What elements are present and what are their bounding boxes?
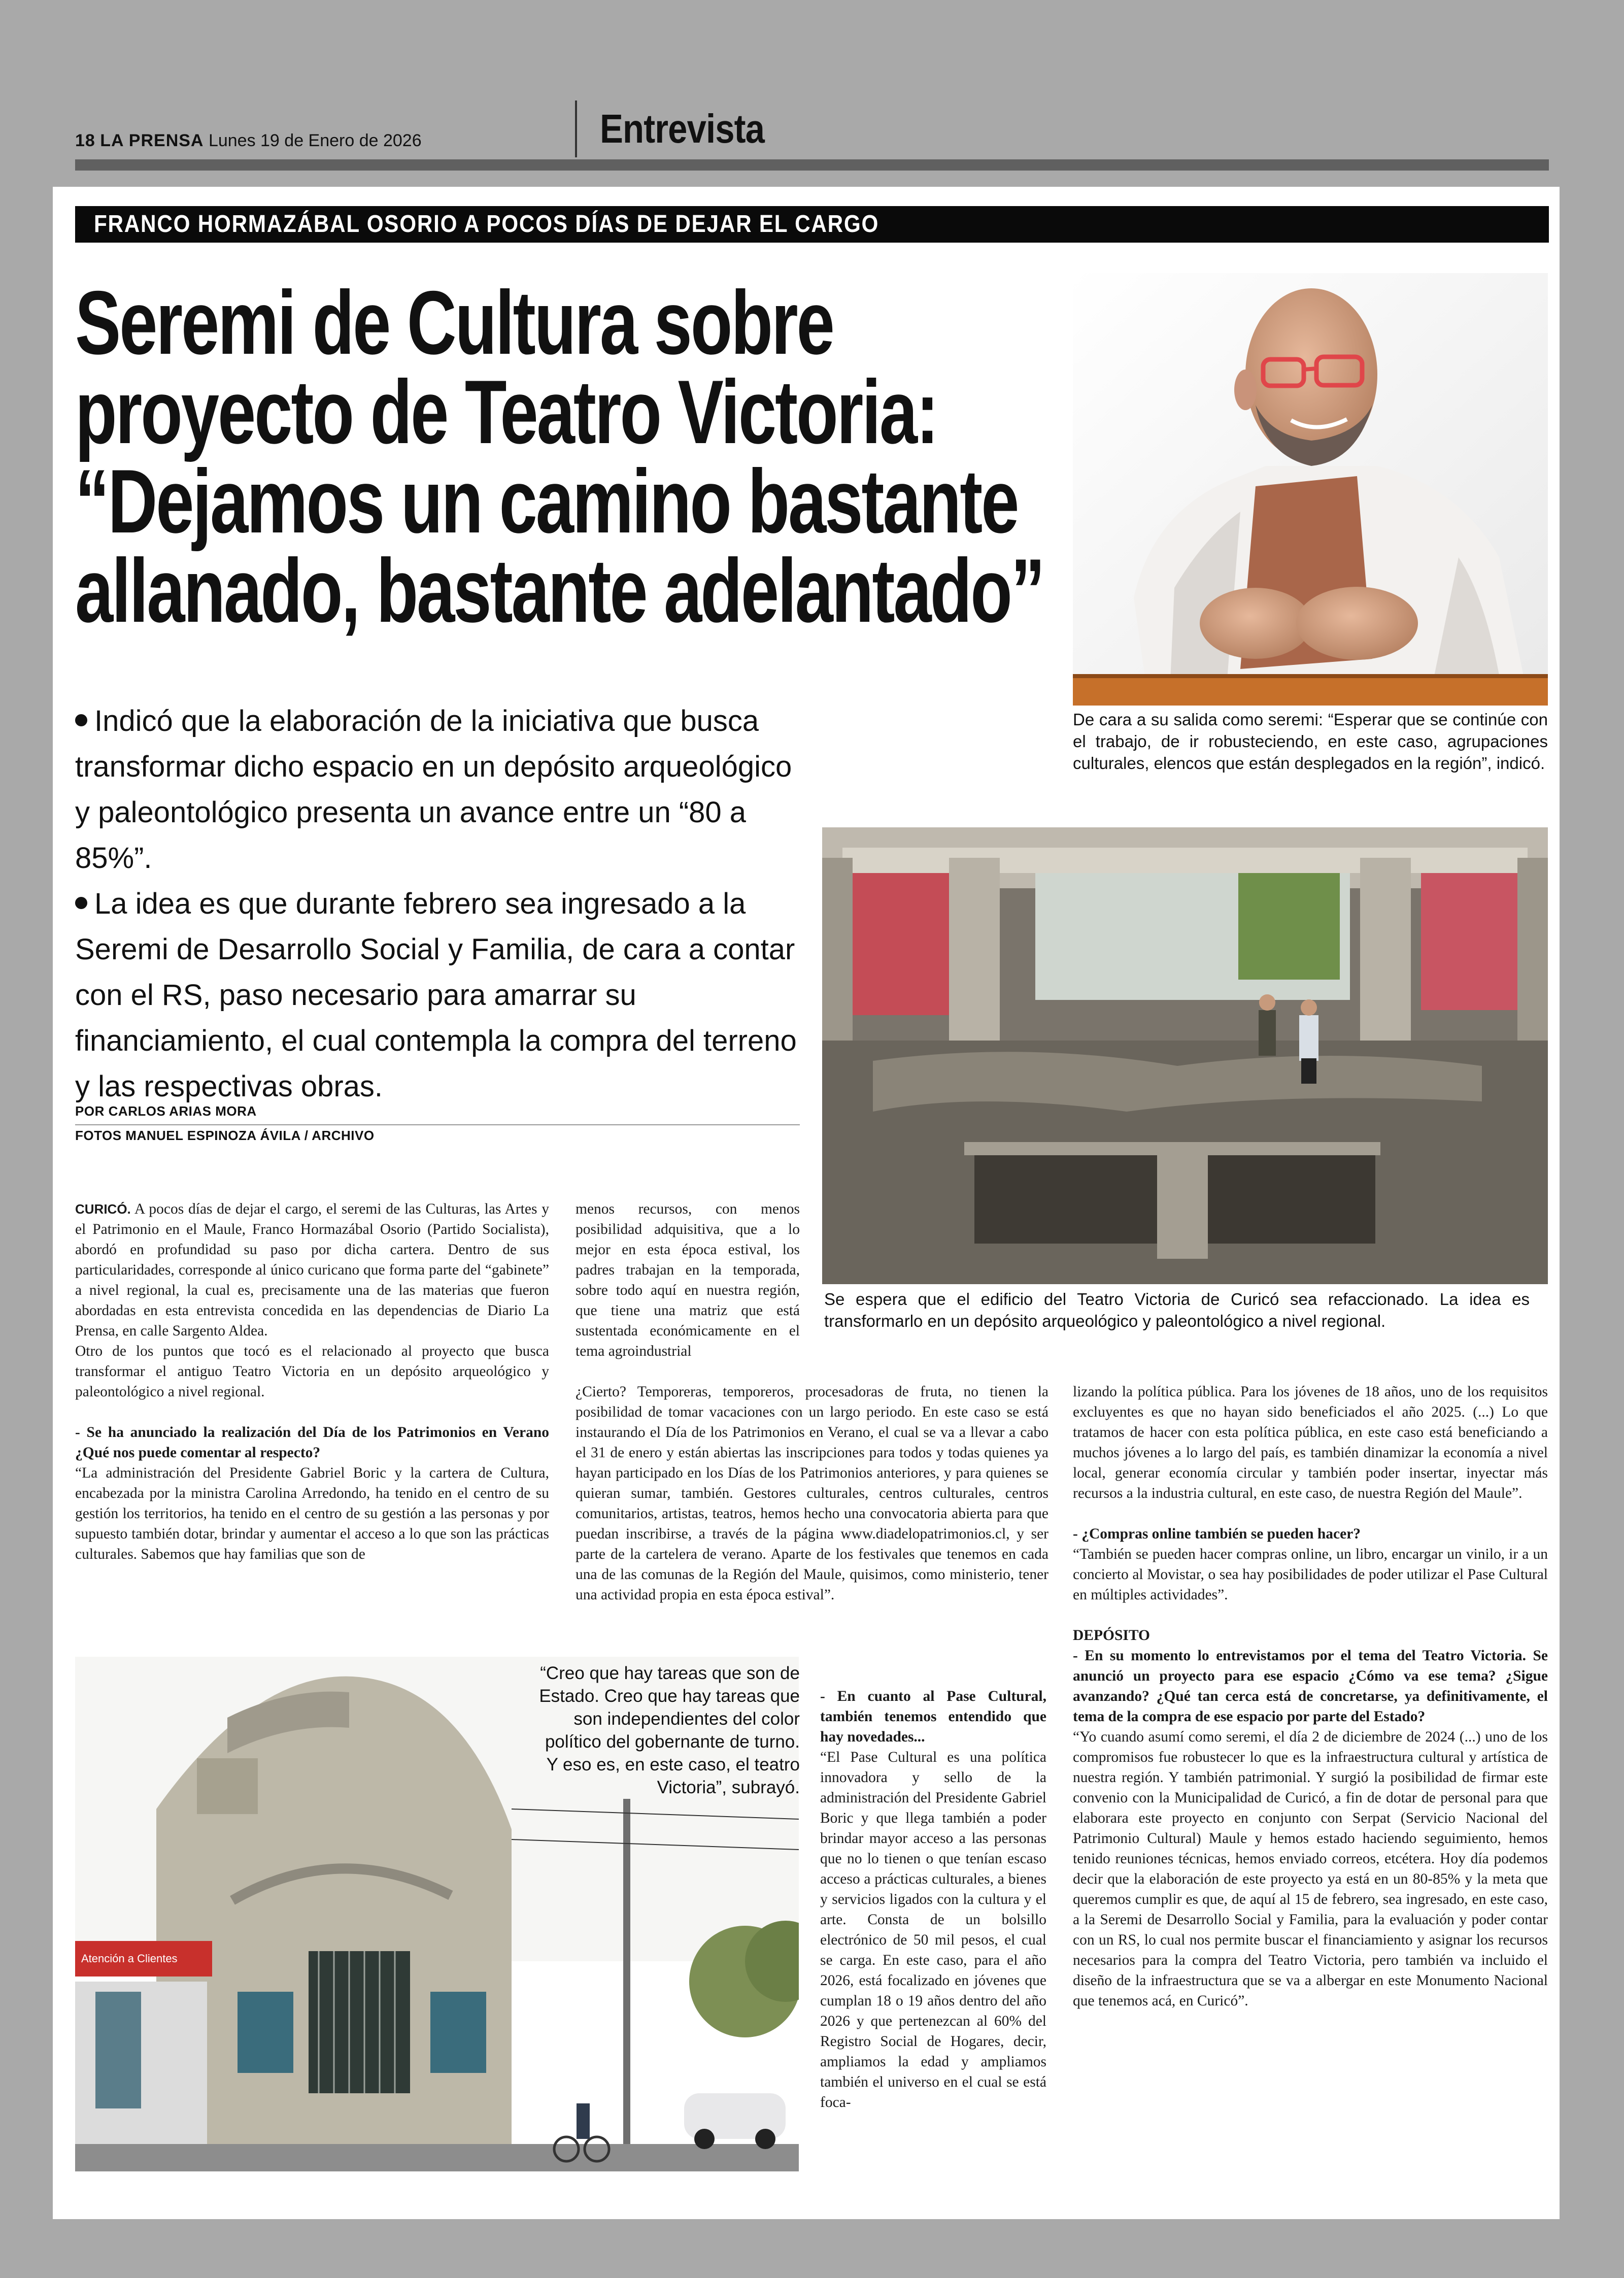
paragraph: menos recursos, con menos posibilidad adquisitiva, que a lo mejor en esta época estival, los padres trabajan en la temporada, sobre todo aquí en nuestra región, que tiene una matriz que está sustentada económicamente en el tema agroindustrial — [576, 1201, 800, 1359]
answer: “La administración del Presidente Gabriel Boric y la cartera de Cultura, encabezada por la ministra Carolina Arredondo, ha tenido en el centro de su gestión los territorios, ha tenido en el centro de su gestión a las personas y por supuesto también dotar, brindar y aumentar el acceso a lo que son las prácticas culturales. Sabemos que hay familias que son de — [75, 1465, 549, 1562]
portrait-caption: De cara a su salida como seremi: “Esperar que se continúe con el trabajo, de ir robusteciendo, en este caso, agrupaciones culturales, elencos que están desplegados en la región”, indicó. — [1073, 710, 1548, 773]
question: - ¿Compras online también se pueden hacer? — [1073, 1526, 1361, 1542]
intro-paragraph — [75, 1199, 549, 1341]
folio — [75, 131, 422, 151]
kicker-text: FRANCO HORMAZÁBAL OSORIO A POCOS DÍAS DE DEJAR EL CARGO — [93, 211, 879, 238]
question: - Se ha anunciado la realización del Día de los Patrimonios en Verano ¿Qué nos puede comentar al respecto? — [75, 1424, 549, 1461]
byline-author: POR CARLOS ARIAS MORA — [75, 1103, 257, 1119]
spacer — [75, 1402, 549, 1422]
question: - En su momento lo entrevistamos por el tema del Teatro Victoria. Se anunció un proyecto para ese espacio ¿Cómo va ese tema? ¿Sigue avanzando? ¿Qué tan cerca está de concretarse, ya definitivamente, el tema de la compra de ese espacio por parte del Estado? — [1073, 1648, 1548, 1725]
page-number: 18 — [75, 131, 95, 150]
body-column-4 — [1073, 1382, 1548, 2011]
storefront-sign: Atención a Clientes — [81, 1952, 178, 1965]
answer: “El Pase Cultural es una política innovadora y sello de la administración del Presidente Gabriel Boric y que llega también a poder brindar mayor acceso a las personas que no lo tienen o que tenían escaso acceso a prácticas culturales, a bienes y servicios ligados con la cultura y el arte. Consta de un bolsillo electrónico de 50 mil pesos, el cual se carga. En este caso, para el año 2026, está focalizado en jóvenes que cumplan 18 o 19 años dentro del año 2026 y que pertenezcan al 60% del Registro Social de Hogares, decir, ampliamos la edad y ampliamos también el universo en el cual se está foca- — [820, 1749, 1046, 2110]
paper-name: LA PRENSA — [100, 131, 204, 150]
question: - En cuanto al Pase Cultural, también tenemos entendido que hay novedades... — [820, 1688, 1046, 1745]
body-column-2 — [576, 1199, 800, 1361]
body-column-1 — [75, 1199, 549, 1564]
summary-bullet — [75, 698, 811, 881]
bullet-icon — [75, 714, 87, 726]
headline-line: “Dejamos un camino bastante — [75, 451, 1018, 552]
header-divider — [575, 100, 577, 157]
subhead: DEPÓSITO — [1073, 1627, 1150, 1644]
summary-bullet — [75, 881, 811, 1110]
kicker-bar — [75, 206, 1549, 243]
paragraph: lizando la política pública. Para los jóvenes de 18 años, uno de los requisitos excluyentes es que no hayan sido beneficiados el año 2025. (...) Lo que tratamos de hacer con esta política pública, en este caso está beneficiando a muchos jóvenes a lo largo del país, es también dinamizar la economía a nivel local, generar economía circular y también poder insertar, inyectar más recursos a la industria cultural, en este caso, de nuestra Región del Maule”. — [1073, 1384, 1548, 1501]
answer: “También se pueden hacer compras online, un libro, encargar un vinilo, ir a un concierto al Movistar, o sea hay posibilidades de poder utilizar el Pase Cultural en múltiples actividades”. — [1073, 1546, 1548, 1603]
summary-bullet-text: La idea es que durante febrero sea ingresado a la Seremi de Desarrollo Social y Familia, de cara a contar con el RS, paso necesario para amarrar su financiamiento, el cual contempla la compra del terreno y las respectivas obras. — [75, 887, 797, 1103]
pull-quote: “Creo que hay tareas que son de Estado. Creo que hay tareas que son independientes del color político del gobernante de turno. Y eso es, en este caso, el teatro Victoria”, subrayó. — [539, 1663, 800, 1797]
summary-bullet-text: Indicó que la elaboración de la iniciativa que busca transformar dicho espacio en un depósito arqueológico y paleontológico presenta un avance entre un “80 a 85%”. — [75, 705, 792, 875]
portrait-photo — [1073, 273, 1548, 706]
header-rule — [75, 159, 1549, 171]
intro-text: A pocos días de dejar el cargo, el seremi de las Culturas, las Artes y el Patrimonio en el Maule, Franco Hormazábal Osorio (Partido Socialista), abordó en profundidad su paso por dicha cartera. Dentro de sus particularidades, corresponde al único curicano que forma parte del “gabinete” a nivel regional, la cual es, precisamente una de las materias que fueron abordadas en esta entrevista concedida en las dependencias de Diario La Prensa, en calle Sargento Aldea. — [75, 1201, 549, 1339]
byline-rule — [75, 1124, 800, 1125]
headline-line: Seremi de Cultura sobre — [75, 272, 833, 373]
section-title: Entrevista — [600, 106, 765, 151]
bullet-icon — [75, 897, 87, 909]
byline-photos: FOTOS MANUEL ESPINOZA ÁVILA / ARCHIVO — [75, 1128, 375, 1143]
issue-date: Lunes 19 de Enero de 2026 — [208, 131, 422, 150]
headline-line: allanado, bastante adelantado” — [75, 540, 1044, 641]
interior-caption: Se espera que el edificio del Teatro Victoria de Curicó sea refaccionado. La idea es transformarlo en un depósito arqueológico y paleontológico a nivel regional. — [824, 1290, 1530, 1330]
paragraph: Otro de los puntos que tocó es el relacionado al proyecto que busca transformar el antiguo Teatro Victoria en un depósito arqueológico y paleontológico a nivel regional. — [75, 1343, 549, 1400]
answer: “Yo cuando asumí como seremi, el día 2 de diciembre de 2024 (...) uno de los compromisos fue robustecer lo que es la infraestructura cultural y artística de nuestra región. Y también patrimonial. Y surgió la posibilidad de firmar este convenio con la Municipalidad de Curicó, a fin de dotar de personal para que elaborara este proyecto en conjunto con Serpat (Servicio Nacional del Patrimonio Cultural) Maule y hemos estado haciendo seguimiento, hemos tenido reuniones técnicas, hemos enviado correos, etcétera. Hoy día podemos decir que la elaboración de este proyecto ya está en un 80-85% y la meta que queremos cumplir es que, de aquí al 15 de febrero, sea ingresado, en este caso, a la Seremi de Desarrollo Social y Familia, para la evaluación y poder contar con un RS, lo cual nos permite buscar el financiamiento y asignar los recursos necesarios para la compra del Teatro Victoria, pero también va incluido el diseño de la infraestructura que se va a albergar en este Monumento Nacional que tenemos acá, en Curicó”. — [1073, 1729, 1548, 2009]
paragraph: ¿Cierto? Temporeras, temporeros, procesadoras de fruta, no tienen la posibilidad de tomar vacaciones con un largo periodo. En este caso se está instaurando el Día de los Patrimonios en Verano, el cual se va a llevar a cabo el 31 de enero y están abiertas las inscripciones para todos y todas quienes ya hayan participado en los Días de los Patrimonios anteriores, y para quienes se quieran sumar, también. Gestores culturales, centros culturales, centros comunitarios, artistas, teatros, hemos hecho una convocatoria abierta para que puedan inscribirse, a través de la página www.diadelopatrimonios.cl, y ser parte de la cartelera de verano. Aparte de los festivales que tenemos en cada una de las comunas de la Región del Maule, quisimos, como ministerio, tener una actividad propia en esta época estival”. — [576, 1384, 1048, 1603]
body-column-2-wide — [576, 1382, 1048, 1605]
dateline: CURICÓ. — [75, 1201, 131, 1217]
headline — [75, 272, 1044, 641]
body-column-3 — [820, 1686, 1046, 2113]
headline-line: proyecto de Teatro Victoria: — [75, 361, 938, 462]
theater-interior-photo — [822, 827, 1548, 1284]
